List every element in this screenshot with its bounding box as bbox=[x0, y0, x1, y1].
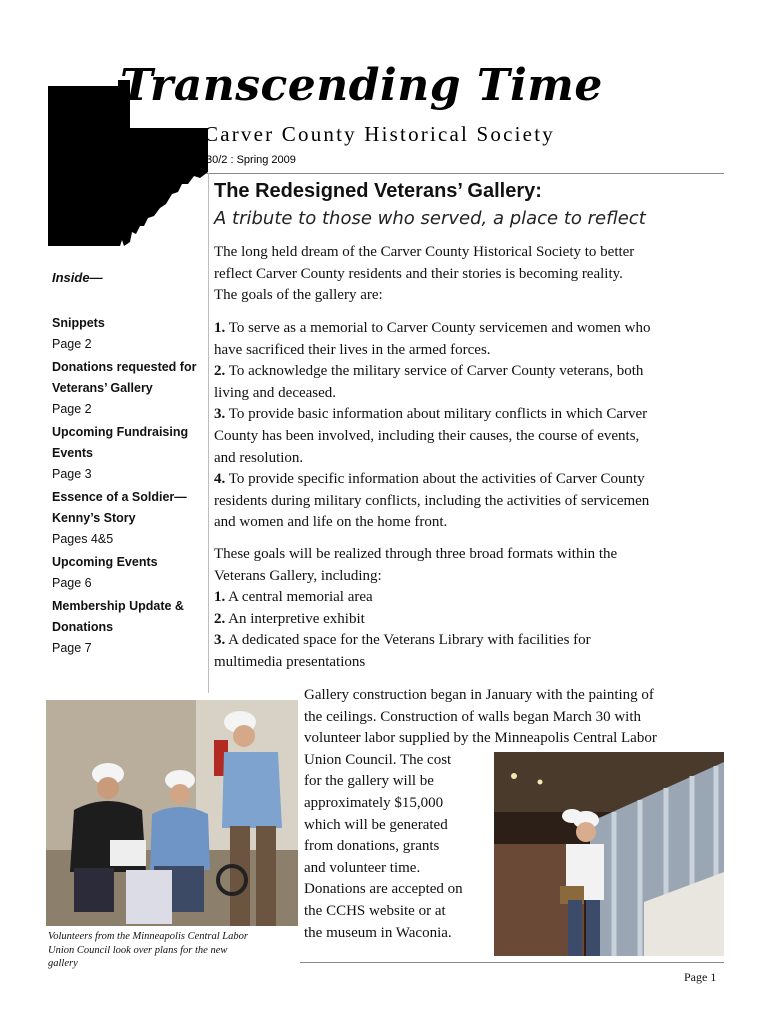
text-line: volunteer labor supplied by the Minneapolis Central Labor bbox=[304, 730, 657, 747]
text-line: Donations are accepted on bbox=[304, 881, 463, 898]
text-line: have sacrificed their lives in the armed forces. bbox=[214, 341, 491, 358]
formats-paragraph bbox=[214, 544, 734, 674]
page-number: Page 1 bbox=[684, 970, 717, 984]
goal-item bbox=[214, 469, 734, 491]
goal-number: 3. bbox=[214, 406, 226, 423]
goal-item bbox=[214, 404, 734, 426]
construction-photo bbox=[494, 752, 724, 956]
volunteers-photo bbox=[46, 700, 298, 926]
sidebar-item bbox=[52, 596, 204, 659]
article-subtitle: A tribute to those who served, a place to reflect bbox=[214, 208, 646, 229]
sidebar-item-title: Donations requested for Veterans’ Gallery bbox=[52, 360, 197, 395]
text-line: residents during military conflicts, including the activities of servicemen bbox=[214, 492, 650, 509]
title-rule bbox=[206, 173, 724, 174]
sidebar-item-page: Page 6 bbox=[52, 576, 92, 590]
sidebar-item-title: Upcoming Events bbox=[52, 555, 158, 569]
text-line: for the gallery will be bbox=[304, 773, 434, 790]
article-title: The Redesigned Veterans’ Gallery: bbox=[214, 180, 542, 202]
text-line: To provide specific information about the activities of Carver County bbox=[225, 471, 645, 488]
footer-rule bbox=[300, 962, 724, 963]
inside-label: Inside— bbox=[52, 270, 103, 285]
goal-item bbox=[214, 318, 734, 340]
sidebar-item-page: Pages 4&5 bbox=[52, 532, 114, 546]
sidebar-item bbox=[52, 357, 204, 420]
construction-photo-illustration bbox=[494, 752, 724, 956]
column-divider bbox=[208, 173, 209, 693]
text-line: To serve as a memorial to Carver County servicemen and women who bbox=[225, 320, 651, 336]
text-line: reflect Carver County residents and their stories is becoming reality. bbox=[214, 265, 623, 282]
goal-number: 4. bbox=[214, 471, 226, 488]
sidebar-item bbox=[52, 313, 204, 355]
text-line: the ceilings. Construction of walls began March 30 with bbox=[304, 708, 642, 725]
text-line: from donations, grants bbox=[304, 838, 440, 855]
format-number: 1. bbox=[214, 589, 226, 606]
format-number: 2. bbox=[214, 610, 226, 627]
text-line: Union Council. The cost bbox=[304, 751, 452, 768]
text-line: To provide basic information about military conflicts in which Carver bbox=[225, 406, 648, 423]
sidebar-item-title: Upcoming Fundraising Events bbox=[52, 425, 189, 460]
text-line: and women and life on the home front. bbox=[214, 514, 448, 531]
text-line: Gallery construction began in January with the painting of bbox=[304, 687, 654, 703]
issue-line: 30/2 : Spring 2009 bbox=[206, 154, 296, 166]
sidebar-item-title: Membership Update & Donations bbox=[52, 599, 184, 634]
text-line: County has been involved, including their causes, the course of events, bbox=[214, 427, 640, 444]
text-line: To acknowledge the military service of Carver County veterans, both bbox=[225, 363, 644, 380]
sidebar-item-title: Essence of a Soldier— Kenny’s Story bbox=[52, 490, 187, 525]
photo-caption: Volunteers from the Minneapolis Central Labor Union Council look over plans for the new gallery bbox=[48, 931, 248, 969]
masthead-subtitle: Carver County Historical Society bbox=[204, 122, 555, 146]
sidebar-item bbox=[52, 422, 204, 485]
text-line: which will be generated bbox=[304, 816, 448, 833]
text-line: Veterans Gallery, including: bbox=[214, 567, 382, 584]
sidebar-item bbox=[52, 487, 204, 550]
sidebar-item-title: Snippets bbox=[52, 316, 105, 330]
goal-number: 2. bbox=[214, 363, 226, 380]
inside-sidebar bbox=[52, 270, 204, 661]
text-line: and resolution. bbox=[214, 449, 304, 466]
text-line: The long held dream of the Carver County Historical Society to better bbox=[214, 244, 635, 260]
masthead-title: Transcending Time bbox=[120, 60, 603, 111]
text-line: living and deceased. bbox=[214, 384, 337, 401]
sidebar-item-page: Page 2 bbox=[52, 337, 92, 351]
sidebar-item-page: Page 3 bbox=[52, 467, 92, 481]
sidebar-item-page: Page 7 bbox=[52, 641, 92, 655]
sidebar-item bbox=[52, 552, 204, 594]
text-line: and volunteer time. bbox=[304, 859, 421, 876]
goal-item bbox=[214, 361, 734, 383]
text-line: A dedicated space for the Veterans Library with facilities for bbox=[225, 632, 591, 649]
text-line: A central memorial area bbox=[225, 589, 373, 606]
text-line: These goals will be realized through three broad formats within the bbox=[214, 546, 618, 562]
text-line: the museum in Waconia. bbox=[304, 924, 452, 941]
text-line: multimedia presentations bbox=[214, 653, 366, 670]
text-line: the CCHS website or at bbox=[304, 902, 446, 919]
text-line: approximately $15,000 bbox=[304, 794, 444, 811]
intro-paragraph bbox=[214, 242, 734, 307]
format-item bbox=[214, 630, 734, 652]
text-line: An interpretive exhibit bbox=[225, 610, 365, 627]
volunteers-photo-illustration bbox=[46, 700, 298, 926]
format-item bbox=[214, 609, 734, 631]
text-line: The goals of the gallery are: bbox=[214, 287, 383, 304]
goals-list bbox=[214, 318, 734, 534]
format-item bbox=[214, 587, 734, 609]
sidebar-item-page: Page 2 bbox=[52, 402, 92, 416]
goal-number: 1. bbox=[214, 320, 226, 336]
format-number: 3. bbox=[214, 632, 226, 649]
